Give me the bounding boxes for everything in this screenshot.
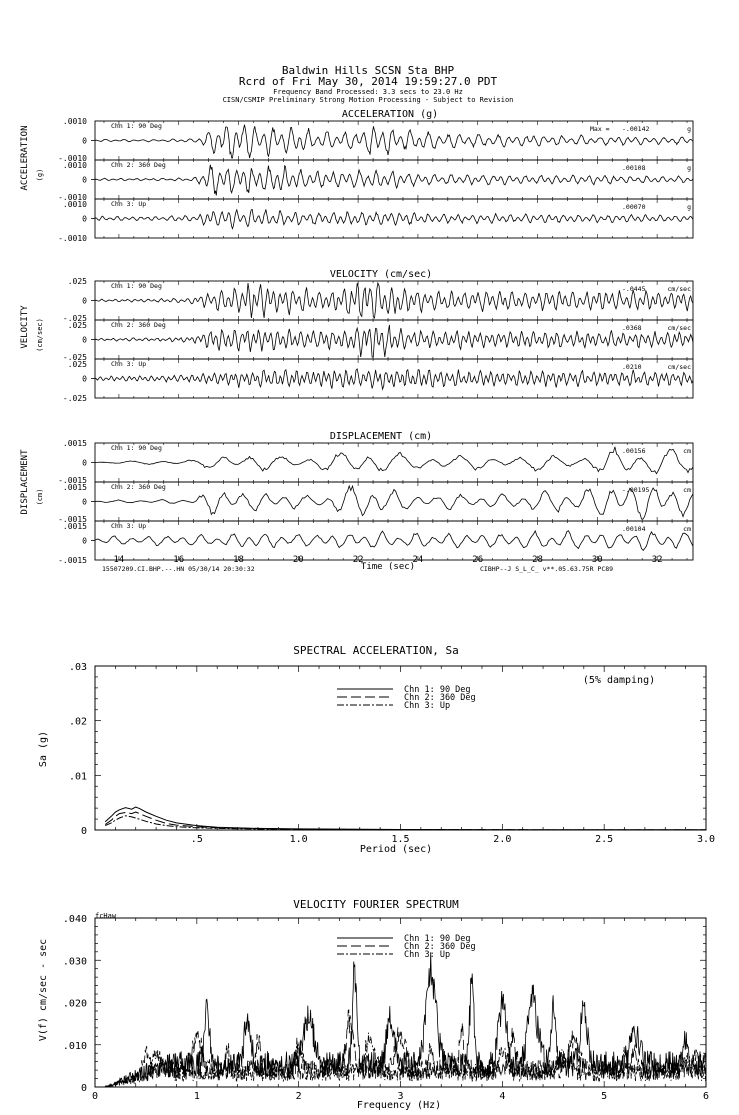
fs-x-tick-label: 6 (702, 1091, 710, 1102)
accel-title: ACCELERATION (g) (341, 109, 439, 120)
channel-label: Chn 1: 90 Deg (111, 282, 162, 290)
channel-label: Chn 2: 360 Deg (111, 161, 166, 169)
peak-unit-label: cm/sec (667, 285, 691, 293)
peak-unit-label: cm (683, 447, 691, 455)
y-tick-label: 0 (82, 374, 87, 384)
record-title: Rcrd of Fri May 30, 2014 19:59:27.0 PDT (238, 75, 498, 88)
velocity-group-label: VELOCITY (20, 305, 30, 349)
peak-value-label: .00104 (622, 525, 646, 533)
trace-line (95, 369, 693, 389)
fs-y-tick-label: .020 (62, 998, 87, 1010)
trace-panel-2-1 (58, 482, 693, 531)
sa-series-line-2 (105, 812, 706, 830)
sa-legend-1: Chn 1: 90 Deg (404, 685, 471, 695)
sa-damping-note: (5% damping) (582, 675, 656, 686)
trace-panel-0-2 (58, 199, 693, 243)
fs-legend-1: Chn 1: 90 Deg (404, 934, 471, 944)
fs-legend-2: Chn 2: 360 Deg (404, 942, 476, 952)
peak-unit-label: cm (683, 525, 691, 533)
peak-unit-label: cm (683, 486, 691, 494)
peak-value-label: -.00142 (622, 125, 650, 133)
displacement-group-label: DISPLACEMENT (20, 449, 30, 515)
y-tick-label: 0 (82, 536, 87, 546)
y-tick-label: 0 (82, 296, 87, 306)
station-title: Baldwin Hills SCSN Sta BHP (281, 64, 455, 77)
time-tick-label: 28 (532, 555, 543, 565)
peak-unit-label: g (687, 164, 691, 172)
y-tick-label: 0 (82, 497, 87, 507)
peak-value-label: -.00195 (622, 486, 650, 494)
time-tick-label: 22 (352, 555, 364, 565)
sa-legend-3: Chn 3: Up (404, 701, 451, 711)
fs-title: VELOCITY FOURIER SPECTRUM (293, 898, 459, 911)
trace-line (95, 486, 693, 519)
velocity-title: VELOCITY (cm/sec) (329, 269, 433, 280)
trace-panel-1-2 (63, 359, 693, 403)
sa-y-tick-label: 0 (80, 826, 87, 837)
accel-unit-label: (g) (36, 168, 44, 182)
time-tick-label: 26 (472, 555, 484, 565)
record-id-right: CIBHP--J S_L_C_ v**.05.63.75R PC89 (480, 565, 614, 573)
sa-x-tick-label: 2.0 (493, 834, 512, 845)
sa-frame (95, 666, 706, 830)
y-tick-label: -.0010 (58, 154, 87, 163)
y-tick-label: -.0015 (58, 476, 87, 485)
y-tick-label: .025 (67, 360, 87, 369)
y-tick-label: -.025 (62, 353, 87, 362)
peak-value-label: .0210 (622, 363, 642, 371)
sa-y-tick-label: .02 (68, 716, 87, 728)
peak-value-label: .00070 (622, 203, 646, 211)
trace-line (95, 531, 693, 551)
sa-ylabel: Sa (g) (38, 730, 49, 768)
max-prefix-label: Max = (590, 125, 610, 133)
trace-line (95, 283, 693, 318)
y-tick-label: .025 (67, 277, 87, 286)
peak-value-label: .0368 (622, 324, 642, 332)
y-tick-label: 0 (82, 335, 87, 345)
sa-x-tick-label: 1.5 (391, 834, 410, 845)
channel-label: Chn 1: 90 Deg (111, 122, 162, 130)
trace-frame (95, 521, 693, 560)
time-tick-label: 32 (651, 555, 663, 565)
fs-x-tick-label: 3 (397, 1091, 404, 1102)
y-tick-label: -.0015 (58, 556, 87, 565)
peak-value-label: .00108 (622, 164, 646, 172)
trace-line (95, 165, 693, 196)
sa-series-line-1 (105, 807, 706, 830)
sa-x-tick-label: .5 (190, 834, 203, 845)
trace-frame (95, 443, 693, 482)
y-tick-label: -.025 (62, 394, 87, 403)
trace-frame (95, 482, 693, 521)
y-tick-label: 0 (82, 458, 87, 468)
fs-x-tick-label: 5 (601, 1091, 608, 1102)
band-title: Frequency Band Processed: 3.3 secs to 23.0 Hz (273, 88, 463, 96)
accel-group-label: ACCELERATION (20, 125, 30, 191)
displacement-unit-label: (cm) (36, 488, 44, 506)
time-tick-label: 30 (591, 555, 603, 565)
sa-x-tick-label: 1.0 (289, 834, 308, 845)
fs-x-tick-label: 4 (499, 1091, 506, 1102)
peak-unit-label: g (687, 203, 691, 211)
displacement-title: DISPLACEMENT (cm) (329, 431, 433, 442)
channel-label: Chn 3: Up (111, 522, 147, 530)
time-tick-label: 20 (292, 555, 304, 565)
y-tick-label: .025 (67, 321, 87, 330)
velocity-unit-label: (cm/sec) (36, 318, 44, 352)
fs-ylabel: V(f) cm/sec - sec (38, 938, 49, 1042)
sa-x-tick-label: 3.0 (696, 834, 716, 845)
trace-line (95, 209, 693, 228)
peak-unit-label: cm/sec (667, 363, 691, 371)
time-tick-label: 16 (173, 555, 185, 565)
time-tick-label: 18 (233, 555, 244, 565)
sa-series-line-3 (105, 816, 706, 830)
fs-x-tick-label: 0 (91, 1091, 99, 1102)
trace-frame (95, 281, 693, 320)
channel-label: Chn 3: Up (111, 360, 147, 368)
time-tick-label: 14 (113, 555, 125, 565)
y-tick-label: .0010 (62, 200, 87, 209)
trace-panel-1-1 (63, 320, 693, 369)
y-tick-label: 0 (82, 175, 87, 185)
fs-y-tick-label: .010 (62, 1040, 87, 1052)
peak-value-label: .00156 (622, 447, 646, 455)
time-axis-title: Time (sec) (360, 562, 416, 572)
trace-frame (95, 199, 693, 238)
note-title: CISN/CSMIP Preliminary Strong Motion Processing - Subject to Revision (222, 96, 514, 104)
y-tick-label: 0 (82, 136, 87, 146)
y-tick-label: 0 (82, 214, 87, 224)
trace-line (95, 325, 693, 357)
fs-x-tick-label: 2 (295, 1091, 302, 1102)
fs-y-tick-label: 0 (80, 1083, 87, 1094)
peak-unit-label: cm/sec (667, 324, 691, 332)
record-id-left: 15507209.CI.BHP.--.HN 05/30/14 20:30:32 (102, 565, 255, 573)
fs-x-tick-label: 1 (193, 1091, 200, 1102)
y-tick-label: .0015 (62, 522, 87, 531)
channel-label: Chn 3: Up (111, 200, 147, 208)
y-tick-label: -.0010 (58, 234, 87, 243)
trace-line (95, 447, 693, 474)
channel-label: Chn 2: 360 Deg (111, 321, 166, 329)
time-tick-label: 24 (412, 555, 424, 565)
y-tick-label: .0015 (62, 439, 87, 448)
plot-layer (58, 117, 715, 1102)
sa-x-tick-label: 2.5 (595, 834, 614, 845)
channel-label: Chn 1: 90 Deg (111, 444, 162, 452)
trace-panel-0-1 (58, 160, 693, 209)
y-tick-label: .0010 (62, 161, 87, 170)
fs-y-tick-label: .030 (62, 956, 87, 968)
fs-corner-label: fcHaw (95, 912, 117, 920)
sa-xlabel: Period (sec) (359, 844, 433, 855)
sa-title: SPECTRAL ACCELERATION, Sa (293, 644, 459, 657)
y-tick-label: .0010 (62, 117, 87, 126)
peak-unit-label: g (687, 125, 691, 133)
sa-chart (69, 662, 715, 845)
fs-legend-3: Chn 3: Up (404, 950, 451, 960)
fs-xlabel: Frequency (Hz) (356, 1100, 442, 1111)
y-tick-label: -.0015 (58, 515, 87, 524)
y-tick-label: -.025 (62, 314, 87, 323)
sa-legend-2: Chn 2: 360 Deg (404, 693, 476, 703)
sa-y-tick-label: .01 (68, 771, 87, 783)
y-tick-label: .0015 (62, 483, 87, 492)
channel-label: Chn 2: 360 Deg (111, 483, 166, 491)
y-tick-label: -.0010 (58, 193, 87, 202)
fs-y-tick-label: .040 (62, 914, 87, 925)
sa-y-tick-label: .03 (68, 662, 87, 673)
peak-value-label: -.0445 (622, 285, 646, 293)
fs-chart (63, 914, 709, 1102)
